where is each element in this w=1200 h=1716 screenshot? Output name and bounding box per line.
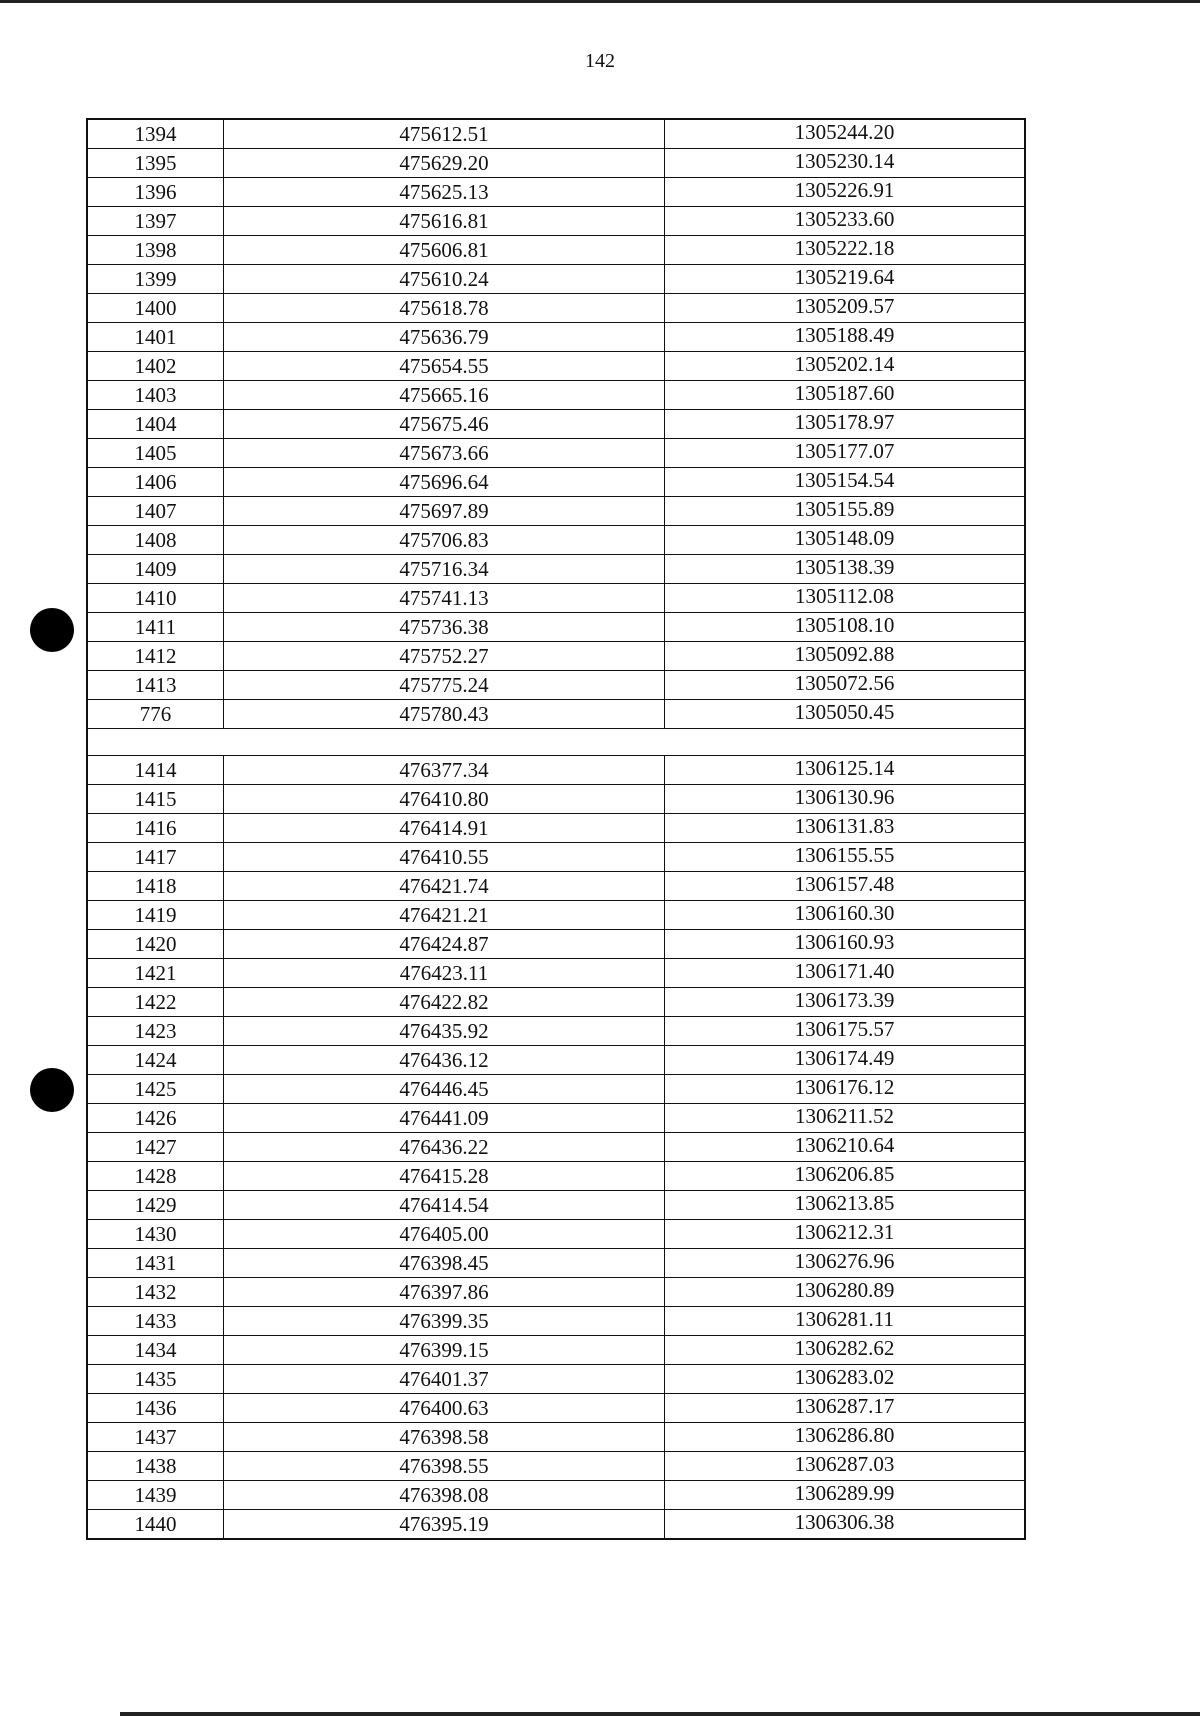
point-number-cell: 1432 bbox=[87, 1278, 224, 1307]
y-coordinate-cell: 1306213.85 bbox=[665, 1191, 1026, 1220]
table-row bbox=[87, 236, 1025, 265]
x-coordinate-cell: 476398.55 bbox=[224, 1452, 665, 1481]
point-number-cell: 1408 bbox=[87, 526, 224, 555]
y-coordinate-cell: 1305226.91 bbox=[665, 178, 1026, 207]
y-coordinate-cell: 1305202.14 bbox=[665, 352, 1026, 381]
point-number-cell: 1414 bbox=[87, 756, 224, 785]
table-row bbox=[87, 1307, 1025, 1336]
x-coordinate-cell: 475741.13 bbox=[224, 584, 665, 613]
y-coordinate-cell: 1306160.93 bbox=[665, 930, 1026, 959]
x-coordinate-cell: 475616.81 bbox=[224, 207, 665, 236]
table-row bbox=[87, 555, 1025, 584]
x-coordinate-cell: 476405.00 bbox=[224, 1220, 665, 1249]
table-row bbox=[87, 265, 1025, 294]
table-row bbox=[87, 1133, 1025, 1162]
x-coordinate-cell: 476441.09 bbox=[224, 1104, 665, 1133]
separator-cell bbox=[87, 729, 1025, 756]
x-coordinate-cell: 476377.34 bbox=[224, 756, 665, 785]
table-row bbox=[87, 843, 1025, 872]
point-number-cell: 1397 bbox=[87, 207, 224, 236]
table-row bbox=[87, 149, 1025, 178]
point-number-cell: 1433 bbox=[87, 1307, 224, 1336]
point-number-cell: 1436 bbox=[87, 1394, 224, 1423]
point-number-cell: 1404 bbox=[87, 410, 224, 439]
y-coordinate-cell: 1306287.03 bbox=[665, 1452, 1026, 1481]
point-number-cell: 1410 bbox=[87, 584, 224, 613]
x-coordinate-cell: 475636.79 bbox=[224, 323, 665, 352]
x-coordinate-cell: 475716.34 bbox=[224, 555, 665, 584]
table-row bbox=[87, 1394, 1025, 1423]
point-number-cell: 1439 bbox=[87, 1481, 224, 1510]
table-row bbox=[87, 613, 1025, 642]
point-number-cell: 776 bbox=[87, 700, 224, 729]
table-row bbox=[87, 785, 1025, 814]
table-row bbox=[87, 1191, 1025, 1220]
point-number-cell: 1438 bbox=[87, 1452, 224, 1481]
y-coordinate-cell: 1305148.09 bbox=[665, 526, 1026, 555]
x-coordinate-cell: 476435.92 bbox=[224, 1017, 665, 1046]
x-coordinate-cell: 475706.83 bbox=[224, 526, 665, 555]
x-coordinate-cell: 476436.12 bbox=[224, 1046, 665, 1075]
table-row bbox=[87, 814, 1025, 843]
x-coordinate-cell: 475673.66 bbox=[224, 439, 665, 468]
x-coordinate-cell: 476398.08 bbox=[224, 1481, 665, 1510]
point-number-cell: 1419 bbox=[87, 901, 224, 930]
table-row bbox=[87, 1365, 1025, 1394]
table-row bbox=[87, 1452, 1025, 1481]
y-coordinate-cell: 1306155.55 bbox=[665, 843, 1026, 872]
table-row bbox=[87, 1510, 1025, 1540]
point-number-cell: 1405 bbox=[87, 439, 224, 468]
x-coordinate-cell: 475665.16 bbox=[224, 381, 665, 410]
coordinates-table bbox=[86, 118, 1026, 1540]
y-coordinate-cell: 1306276.96 bbox=[665, 1249, 1026, 1278]
y-coordinate-cell: 1305112.08 bbox=[665, 584, 1026, 613]
x-coordinate-cell: 476414.54 bbox=[224, 1191, 665, 1220]
table-row bbox=[87, 959, 1025, 988]
table-row bbox=[87, 207, 1025, 236]
y-coordinate-cell: 1305155.89 bbox=[665, 497, 1026, 526]
y-coordinate-cell: 1306125.14 bbox=[665, 756, 1026, 785]
point-number-cell: 1416 bbox=[87, 814, 224, 843]
x-coordinate-cell: 475610.24 bbox=[224, 265, 665, 294]
x-coordinate-cell: 475752.27 bbox=[224, 642, 665, 671]
y-coordinate-cell: 1306173.39 bbox=[665, 988, 1026, 1017]
point-number-cell: 1403 bbox=[87, 381, 224, 410]
point-number-cell: 1398 bbox=[87, 236, 224, 265]
point-number-cell: 1409 bbox=[87, 555, 224, 584]
table-row bbox=[87, 584, 1025, 613]
point-number-cell: 1430 bbox=[87, 1220, 224, 1249]
x-coordinate-cell: 475696.64 bbox=[224, 468, 665, 497]
x-coordinate-cell: 476410.55 bbox=[224, 843, 665, 872]
y-coordinate-cell: 1306160.30 bbox=[665, 901, 1026, 930]
table-row bbox=[87, 439, 1025, 468]
table-row bbox=[87, 671, 1025, 700]
y-coordinate-cell: 1305178.97 bbox=[665, 410, 1026, 439]
coordinates-table-body bbox=[87, 119, 1025, 1539]
page-number: 142 bbox=[585, 50, 615, 72]
y-coordinate-cell: 1305187.60 bbox=[665, 381, 1026, 410]
table-row bbox=[87, 1423, 1025, 1452]
y-coordinate-cell: 1305188.49 bbox=[665, 323, 1026, 352]
table-row bbox=[87, 294, 1025, 323]
x-coordinate-cell: 475618.78 bbox=[224, 294, 665, 323]
punch-hole bbox=[30, 1068, 74, 1112]
point-number-cell: 1396 bbox=[87, 178, 224, 207]
point-number-cell: 1422 bbox=[87, 988, 224, 1017]
x-coordinate-cell: 475675.46 bbox=[224, 410, 665, 439]
point-number-cell: 1431 bbox=[87, 1249, 224, 1278]
y-coordinate-cell: 1306282.62 bbox=[665, 1336, 1026, 1365]
table-row bbox=[87, 1336, 1025, 1365]
y-coordinate-cell: 1306157.48 bbox=[665, 872, 1026, 901]
table-row bbox=[87, 323, 1025, 352]
point-number-cell: 1415 bbox=[87, 785, 224, 814]
x-coordinate-cell: 475780.43 bbox=[224, 700, 665, 729]
scan-bottom-edge bbox=[120, 1712, 1200, 1716]
x-coordinate-cell: 476415.28 bbox=[224, 1162, 665, 1191]
x-coordinate-cell: 476399.15 bbox=[224, 1336, 665, 1365]
point-number-cell: 1440 bbox=[87, 1510, 224, 1540]
y-coordinate-cell: 1306171.40 bbox=[665, 959, 1026, 988]
point-number-cell: 1429 bbox=[87, 1191, 224, 1220]
table-row bbox=[87, 178, 1025, 207]
x-coordinate-cell: 476414.91 bbox=[224, 814, 665, 843]
x-coordinate-cell: 475654.55 bbox=[224, 352, 665, 381]
x-coordinate-cell: 475606.81 bbox=[224, 236, 665, 265]
table-row bbox=[87, 1278, 1025, 1307]
y-coordinate-cell: 1306281.11 bbox=[665, 1307, 1026, 1336]
table-row bbox=[87, 119, 1025, 149]
point-number-cell: 1425 bbox=[87, 1075, 224, 1104]
table-row bbox=[87, 1249, 1025, 1278]
point-number-cell: 1412 bbox=[87, 642, 224, 671]
y-coordinate-cell: 1306306.38 bbox=[665, 1510, 1026, 1540]
point-number-cell: 1423 bbox=[87, 1017, 224, 1046]
point-number-cell: 1420 bbox=[87, 930, 224, 959]
y-coordinate-cell: 1305209.57 bbox=[665, 294, 1026, 323]
y-coordinate-cell: 1305177.07 bbox=[665, 439, 1026, 468]
scan-top-edge bbox=[0, 0, 1200, 3]
x-coordinate-cell: 476410.80 bbox=[224, 785, 665, 814]
point-number-cell: 1401 bbox=[87, 323, 224, 352]
table-row bbox=[87, 756, 1025, 785]
table-row bbox=[87, 1075, 1025, 1104]
y-coordinate-cell: 1306130.96 bbox=[665, 785, 1026, 814]
x-coordinate-cell: 476422.82 bbox=[224, 988, 665, 1017]
table-row bbox=[87, 1104, 1025, 1133]
y-coordinate-cell: 1305092.88 bbox=[665, 642, 1026, 671]
table-row bbox=[87, 642, 1025, 671]
table-row bbox=[87, 497, 1025, 526]
y-coordinate-cell: 1306287.17 bbox=[665, 1394, 1026, 1423]
point-number-cell: 1437 bbox=[87, 1423, 224, 1452]
x-coordinate-cell: 476423.11 bbox=[224, 959, 665, 988]
y-coordinate-cell: 1306289.99 bbox=[665, 1481, 1026, 1510]
point-number-cell: 1400 bbox=[87, 294, 224, 323]
point-number-cell: 1399 bbox=[87, 265, 224, 294]
x-coordinate-cell: 476395.19 bbox=[224, 1510, 665, 1540]
point-number-cell: 1435 bbox=[87, 1365, 224, 1394]
table-row bbox=[87, 1017, 1025, 1046]
x-coordinate-cell: 476424.87 bbox=[224, 930, 665, 959]
x-coordinate-cell: 476397.86 bbox=[224, 1278, 665, 1307]
x-coordinate-cell: 476401.37 bbox=[224, 1365, 665, 1394]
x-coordinate-cell: 475697.89 bbox=[224, 497, 665, 526]
y-coordinate-cell: 1305072.56 bbox=[665, 671, 1026, 700]
x-coordinate-cell: 475775.24 bbox=[224, 671, 665, 700]
table-row bbox=[87, 468, 1025, 497]
y-coordinate-cell: 1305219.64 bbox=[665, 265, 1026, 294]
table-row bbox=[87, 410, 1025, 439]
x-coordinate-cell: 475629.20 bbox=[224, 149, 665, 178]
table-row bbox=[87, 872, 1025, 901]
table-row bbox=[87, 352, 1025, 381]
y-coordinate-cell: 1306286.80 bbox=[665, 1423, 1026, 1452]
table-row bbox=[87, 901, 1025, 930]
x-coordinate-cell: 476446.45 bbox=[224, 1075, 665, 1104]
table-row bbox=[87, 526, 1025, 555]
point-number-cell: 1394 bbox=[87, 119, 224, 149]
point-number-cell: 1411 bbox=[87, 613, 224, 642]
point-number-cell: 1406 bbox=[87, 468, 224, 497]
x-coordinate-cell: 476398.45 bbox=[224, 1249, 665, 1278]
x-coordinate-cell: 476398.58 bbox=[224, 1423, 665, 1452]
y-coordinate-cell: 1306283.02 bbox=[665, 1365, 1026, 1394]
table-row bbox=[87, 381, 1025, 410]
point-number-cell: 1427 bbox=[87, 1133, 224, 1162]
table-row bbox=[87, 930, 1025, 959]
table-row bbox=[87, 988, 1025, 1017]
y-coordinate-cell: 1305244.20 bbox=[665, 119, 1026, 149]
point-number-cell: 1402 bbox=[87, 352, 224, 381]
x-coordinate-cell: 476436.22 bbox=[224, 1133, 665, 1162]
table-row bbox=[87, 700, 1025, 729]
y-coordinate-cell: 1306211.52 bbox=[665, 1104, 1026, 1133]
point-number-cell: 1428 bbox=[87, 1162, 224, 1191]
y-coordinate-cell: 1306280.89 bbox=[665, 1278, 1026, 1307]
x-coordinate-cell: 475736.38 bbox=[224, 613, 665, 642]
y-coordinate-cell: 1305230.14 bbox=[665, 149, 1026, 178]
x-coordinate-cell: 476421.74 bbox=[224, 872, 665, 901]
table-separator-row bbox=[87, 729, 1025, 756]
y-coordinate-cell: 1305138.39 bbox=[665, 555, 1026, 584]
x-coordinate-cell: 476400.63 bbox=[224, 1394, 665, 1423]
x-coordinate-cell: 475625.13 bbox=[224, 178, 665, 207]
point-number-cell: 1395 bbox=[87, 149, 224, 178]
x-coordinate-cell: 476421.21 bbox=[224, 901, 665, 930]
y-coordinate-cell: 1306210.64 bbox=[665, 1133, 1026, 1162]
table-row bbox=[87, 1162, 1025, 1191]
y-coordinate-cell: 1306206.85 bbox=[665, 1162, 1026, 1191]
y-coordinate-cell: 1306176.12 bbox=[665, 1075, 1026, 1104]
y-coordinate-cell: 1305222.18 bbox=[665, 236, 1026, 265]
y-coordinate-cell: 1305154.54 bbox=[665, 468, 1026, 497]
point-number-cell: 1434 bbox=[87, 1336, 224, 1365]
y-coordinate-cell: 1306174.49 bbox=[665, 1046, 1026, 1075]
y-coordinate-cell: 1305233.60 bbox=[665, 207, 1026, 236]
point-number-cell: 1413 bbox=[87, 671, 224, 700]
point-number-cell: 1407 bbox=[87, 497, 224, 526]
point-number-cell: 1417 bbox=[87, 843, 224, 872]
x-coordinate-cell: 475612.51 bbox=[224, 119, 665, 149]
x-coordinate-cell: 476399.35 bbox=[224, 1307, 665, 1336]
punch-hole bbox=[30, 608, 74, 652]
y-coordinate-cell: 1306175.57 bbox=[665, 1017, 1026, 1046]
table-row bbox=[87, 1046, 1025, 1075]
y-coordinate-cell: 1306212.31 bbox=[665, 1220, 1026, 1249]
table-row bbox=[87, 1481, 1025, 1510]
table-row bbox=[87, 1220, 1025, 1249]
y-coordinate-cell: 1306131.83 bbox=[665, 814, 1026, 843]
point-number-cell: 1418 bbox=[87, 872, 224, 901]
point-number-cell: 1421 bbox=[87, 959, 224, 988]
y-coordinate-cell: 1305050.45 bbox=[665, 700, 1026, 729]
point-number-cell: 1424 bbox=[87, 1046, 224, 1075]
y-coordinate-cell: 1305108.10 bbox=[665, 613, 1026, 642]
point-number-cell: 1426 bbox=[87, 1104, 224, 1133]
